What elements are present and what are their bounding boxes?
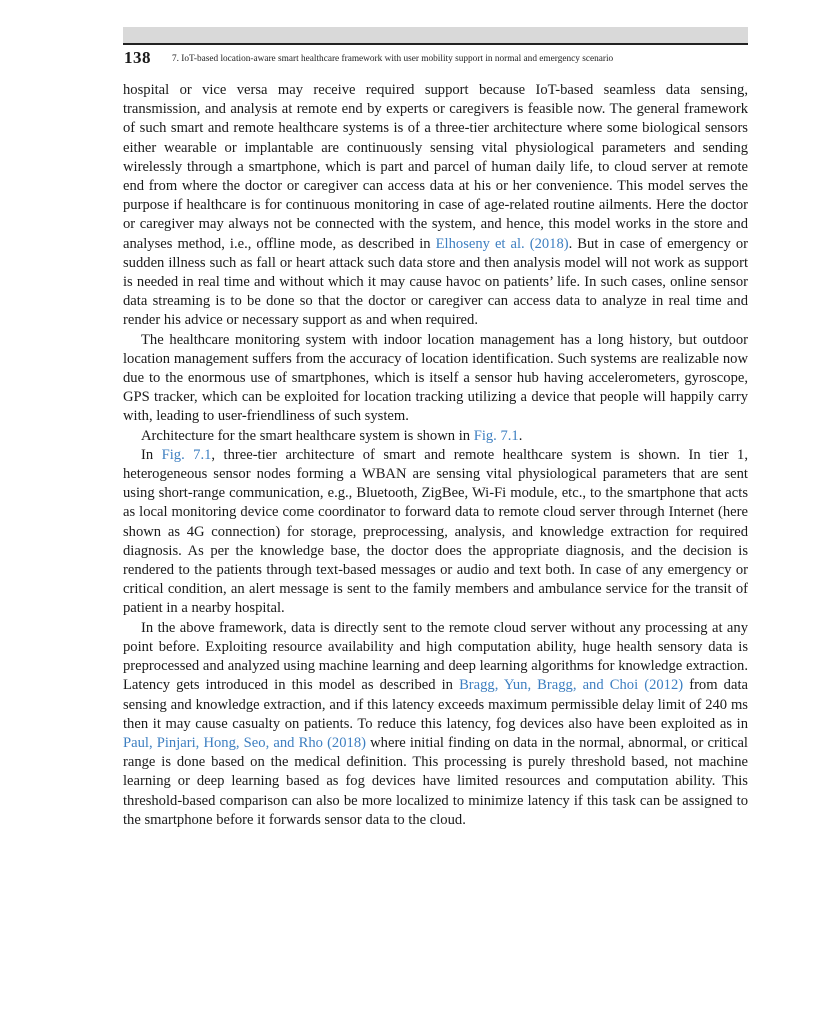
header-rule — [123, 43, 748, 45]
text-segment: . — [518, 427, 523, 444]
body-text — [123, 81, 748, 830]
paragraph-5 — [123, 619, 748, 830]
text-segment: where initial finding on data in the normal, abnormal, or critical range is done based on the medical definition. This processing is purely threshold based, not machine learning or deep learning based as fog devices have limited resources and computation ability. This threshold-based comparison can also be more localized to minimize latency if this task can be assigned to the smartphone before it forwards sensor data to the cloud. — [123, 734, 748, 828]
paragraph-2 — [123, 331, 748, 427]
citation-link[interactable]: Paul, Pinjari, Hong, Seo, and Rho (2018) — [123, 734, 366, 751]
text-segment: hospital or vice versa may receive required support because IoT-based seamless data sensing, transmission, and analysis at remote end by experts or caregivers is feasible now. The general framework of such smart and remote healthcare systems is of a three-tier architecture where some biological sensors either wearable or implantable are continuously sensing vital physiological parameters and sending wirelessly through a smartphone, which is part and parcel of human daily life, to cloud server at remote end from where the doctor or caregiver can access data at his or her convenience. This model serves the purpose if healthcare is for continuous monitoring in case of age-related routine ailments. Here the doctor or caregiver may always not be connected with the system, and hence, this model works in the store and analyses method, i.e., offline mode, as described in — [123, 82, 748, 252]
text-segment: Architecture for the smart healthcare system is shown in — [141, 427, 474, 444]
figure-link[interactable]: Fig. 7.1 — [161, 446, 212, 463]
text-segment: In — [141, 446, 162, 463]
text-segment: The healthcare monitoring system with indoor location management has a long history, but outdoor location management suffers from the accuracy of location identification. Such systems are realizable now due to the enormous use of smartphones, which is itself a sensor hub having accelerometers, gyroscope, GPS tracker, which can be exploited for location tracking utilizing a device that people will happily carry with, leading to user-friendliness of such system. — [123, 331, 748, 425]
paragraph-3 — [123, 427, 748, 446]
figure-link[interactable]: Fig. 7.1 — [473, 427, 519, 444]
running-title: 7. IoT-based location-aware smart healthcare framework with user mobility support in normal and emergency scenario — [172, 54, 614, 64]
paragraph-4 — [123, 446, 748, 619]
citation-link[interactable]: Bragg, Yun, Bragg, and Choi (2012) — [459, 677, 684, 694]
text-segment: In the above framework, data is directly sent to the remote cloud server without any processing at any point before. Exploiting resource availability and high computation ability, huge health sensory data is preprocessed and analyzed using machine learning and deep learning algorithms for knowledge extraction. Latency gets introduced in this model as described in — [123, 619, 748, 694]
text-segment: , three-tier architecture of smart and remote healthcare system is shown. In tier 1, heterogeneous sensor nodes forming a WBAN are sensing vital physiological parameters that are sent using short-range communication, e.g., Bluetooth, ZigBee, Wi-Fi module, etc., to the smartphone that acts as local monitoring device come coordinator to forward data to remote cloud server through Internet (here shown as 4G connection) for storage, preprocessing, analysis, and knowledge extraction for required diagnosis. As per the knowledge base, the doctor does the appropriate diagnosis, and the decision is rendered to the patients through text-based messages or audio and text both. In case of any emergency or critical condition, an alert message is sent to the family members and ambulance service for the transit of patient in a nearby hospital. — [123, 446, 748, 617]
citation-link[interactable]: Elhoseny et al. (2018) — [435, 235, 569, 252]
text-segment: . But in case of emergency or sudden illness such as fall or heart attack such data store and then analysis model will not work as support is needed in real time and without which it may cause havoc on patients’ life. In such cases, online sensor data streaming is to be done so that the doctor or caregiver can access data to analyze in real time and render his advice or necessary support as and when required. — [123, 235, 748, 329]
page-number: 138 — [124, 48, 151, 67]
header-band — [123, 27, 748, 43]
paragraph-1 — [123, 81, 748, 331]
text-segment: from data sensing and knowledge extraction, and if this latency exceeds maximum permissible delay limit of 240 ms then it may cause casualty on patients. To reduce this latency, fog devices also have been exploited as in — [123, 677, 748, 732]
